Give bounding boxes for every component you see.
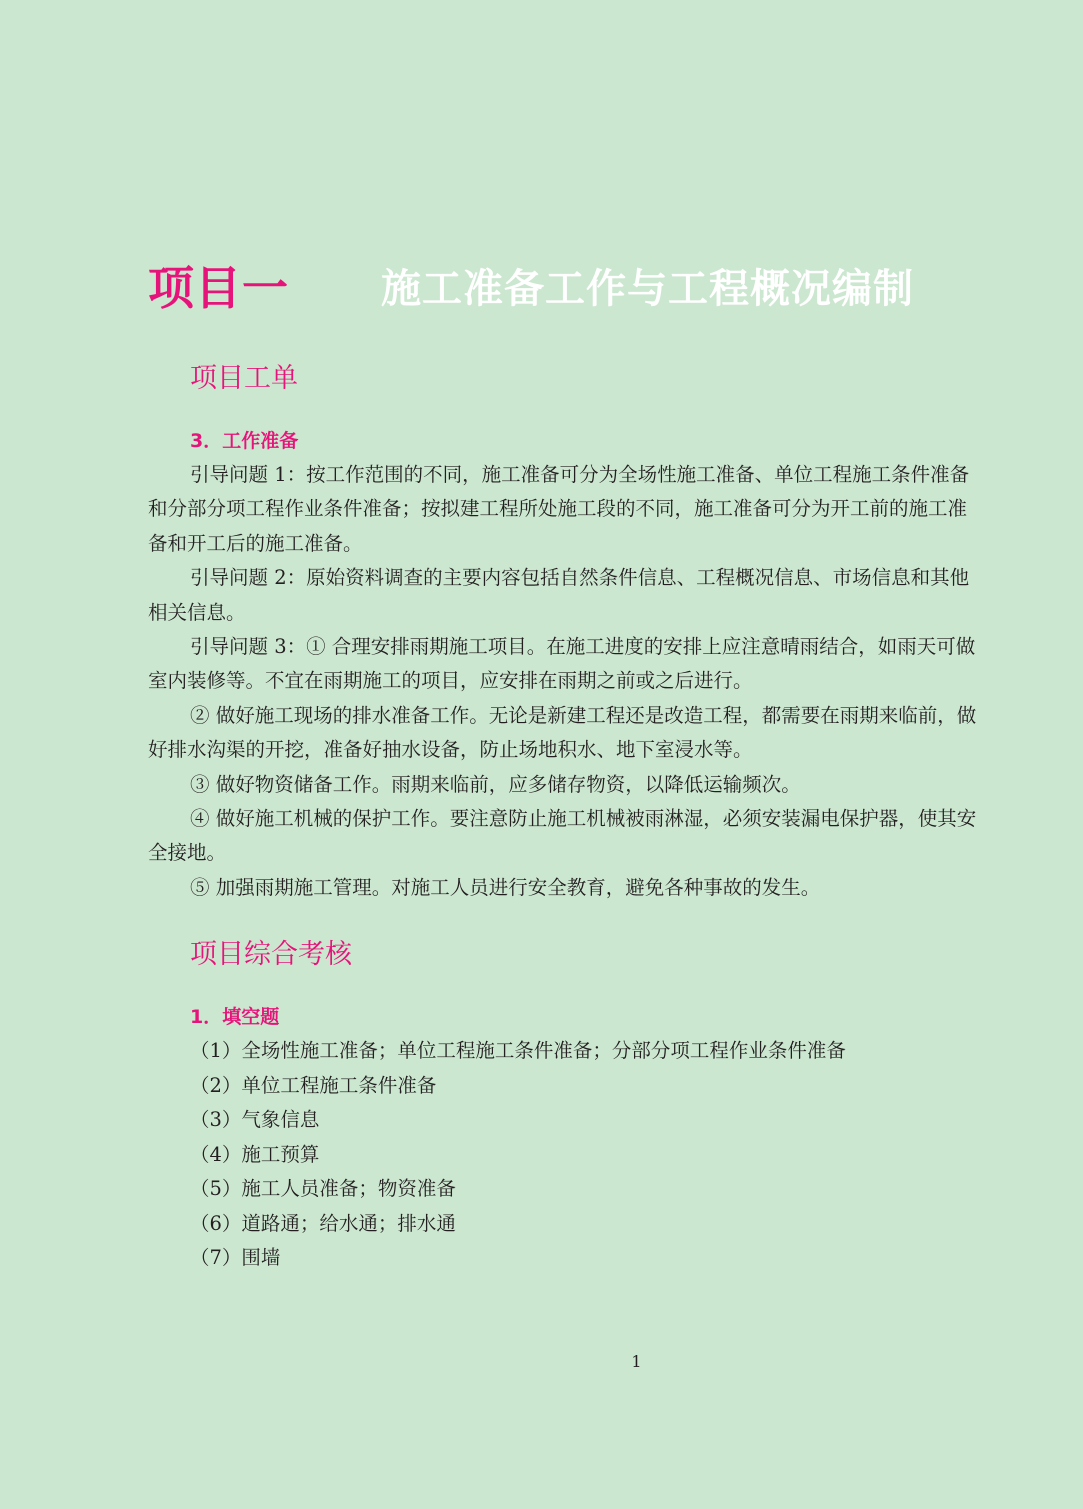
answer-list <box>190 1034 970 1276</box>
answer-item: （2）单位工程施工条件准备 <box>190 1073 437 1097</box>
chapter-number: 项目一 <box>148 261 289 315</box>
section-heading-assessment: 项目综合考核 <box>190 939 352 970</box>
section-heading-work-order: 项目工单 <box>190 363 298 394</box>
answer-item: （3）气象信息 <box>190 1108 320 1131</box>
answer-item: （4）施工预算 <box>190 1142 320 1166</box>
paragraph: ⑤ 加强雨期施工管理。对施工人员进行安全教育，避免各种事故的发生。 <box>190 875 821 899</box>
work-order-body <box>148 458 978 905</box>
page-number: 1 <box>631 1352 642 1371</box>
answer-item: （1）全场性施工准备；单位工程施工条件准备；分部分项工程作业条件准备 <box>190 1039 846 1062</box>
subheading-work-preparation: 3．工作准备 <box>190 430 299 452</box>
chapter-title: 施工准备工作与工程概况编制 <box>381 266 914 312</box>
answer-item: （6）道路通；给水通；排水通 <box>190 1211 456 1235</box>
paragraph: 引导问题 3：① 合理安排雨期施工项目。在施工进度的安排上应注意晴雨结合，如雨天可做室内装修等。不宜在雨期施工的项目，应安排在雨期之前或之后进行。 <box>148 635 976 693</box>
chapter-header <box>148 258 968 318</box>
paragraph: 引导问题 2：原始资料调查的主要内容包括自然条件信息、工程概况信息、市场信息和其他相关信息。 <box>148 566 970 624</box>
paragraph: ② 做好施工现场的排水准备工作。无论是新建工程还是改造工程，都需要在雨期来临前，做好排水沟渠的开挖，准备好抽水设备，防止场地积水、地下室浸水等。 <box>148 703 977 762</box>
answer-item: （7）围墙 <box>190 1246 281 1269</box>
answer-item: （5）施工人员准备；物资准备 <box>190 1177 456 1200</box>
paragraph: ③ 做好物资储备工作。雨期来临前，应多储存物资，以降低运输频次。 <box>190 772 801 796</box>
paragraph: 引导问题 1：按工作范围的不同，施工准备可分为全场性施工准备、单位工程施工条件准备和分部分项工程作业条件准备；按拟建工程所处施工段的不同，施工准备可分为开工前的施工准备和开工后的施工准备。 <box>148 463 970 555</box>
subheading-fill-in-blank: 1．填空题 <box>190 1006 280 1028</box>
paragraph: ④ 做好施工机械的保护工作。要注意防止施工机械被雨淋湿，必须安装漏电保护器，使其安全接地。 <box>148 807 977 865</box>
